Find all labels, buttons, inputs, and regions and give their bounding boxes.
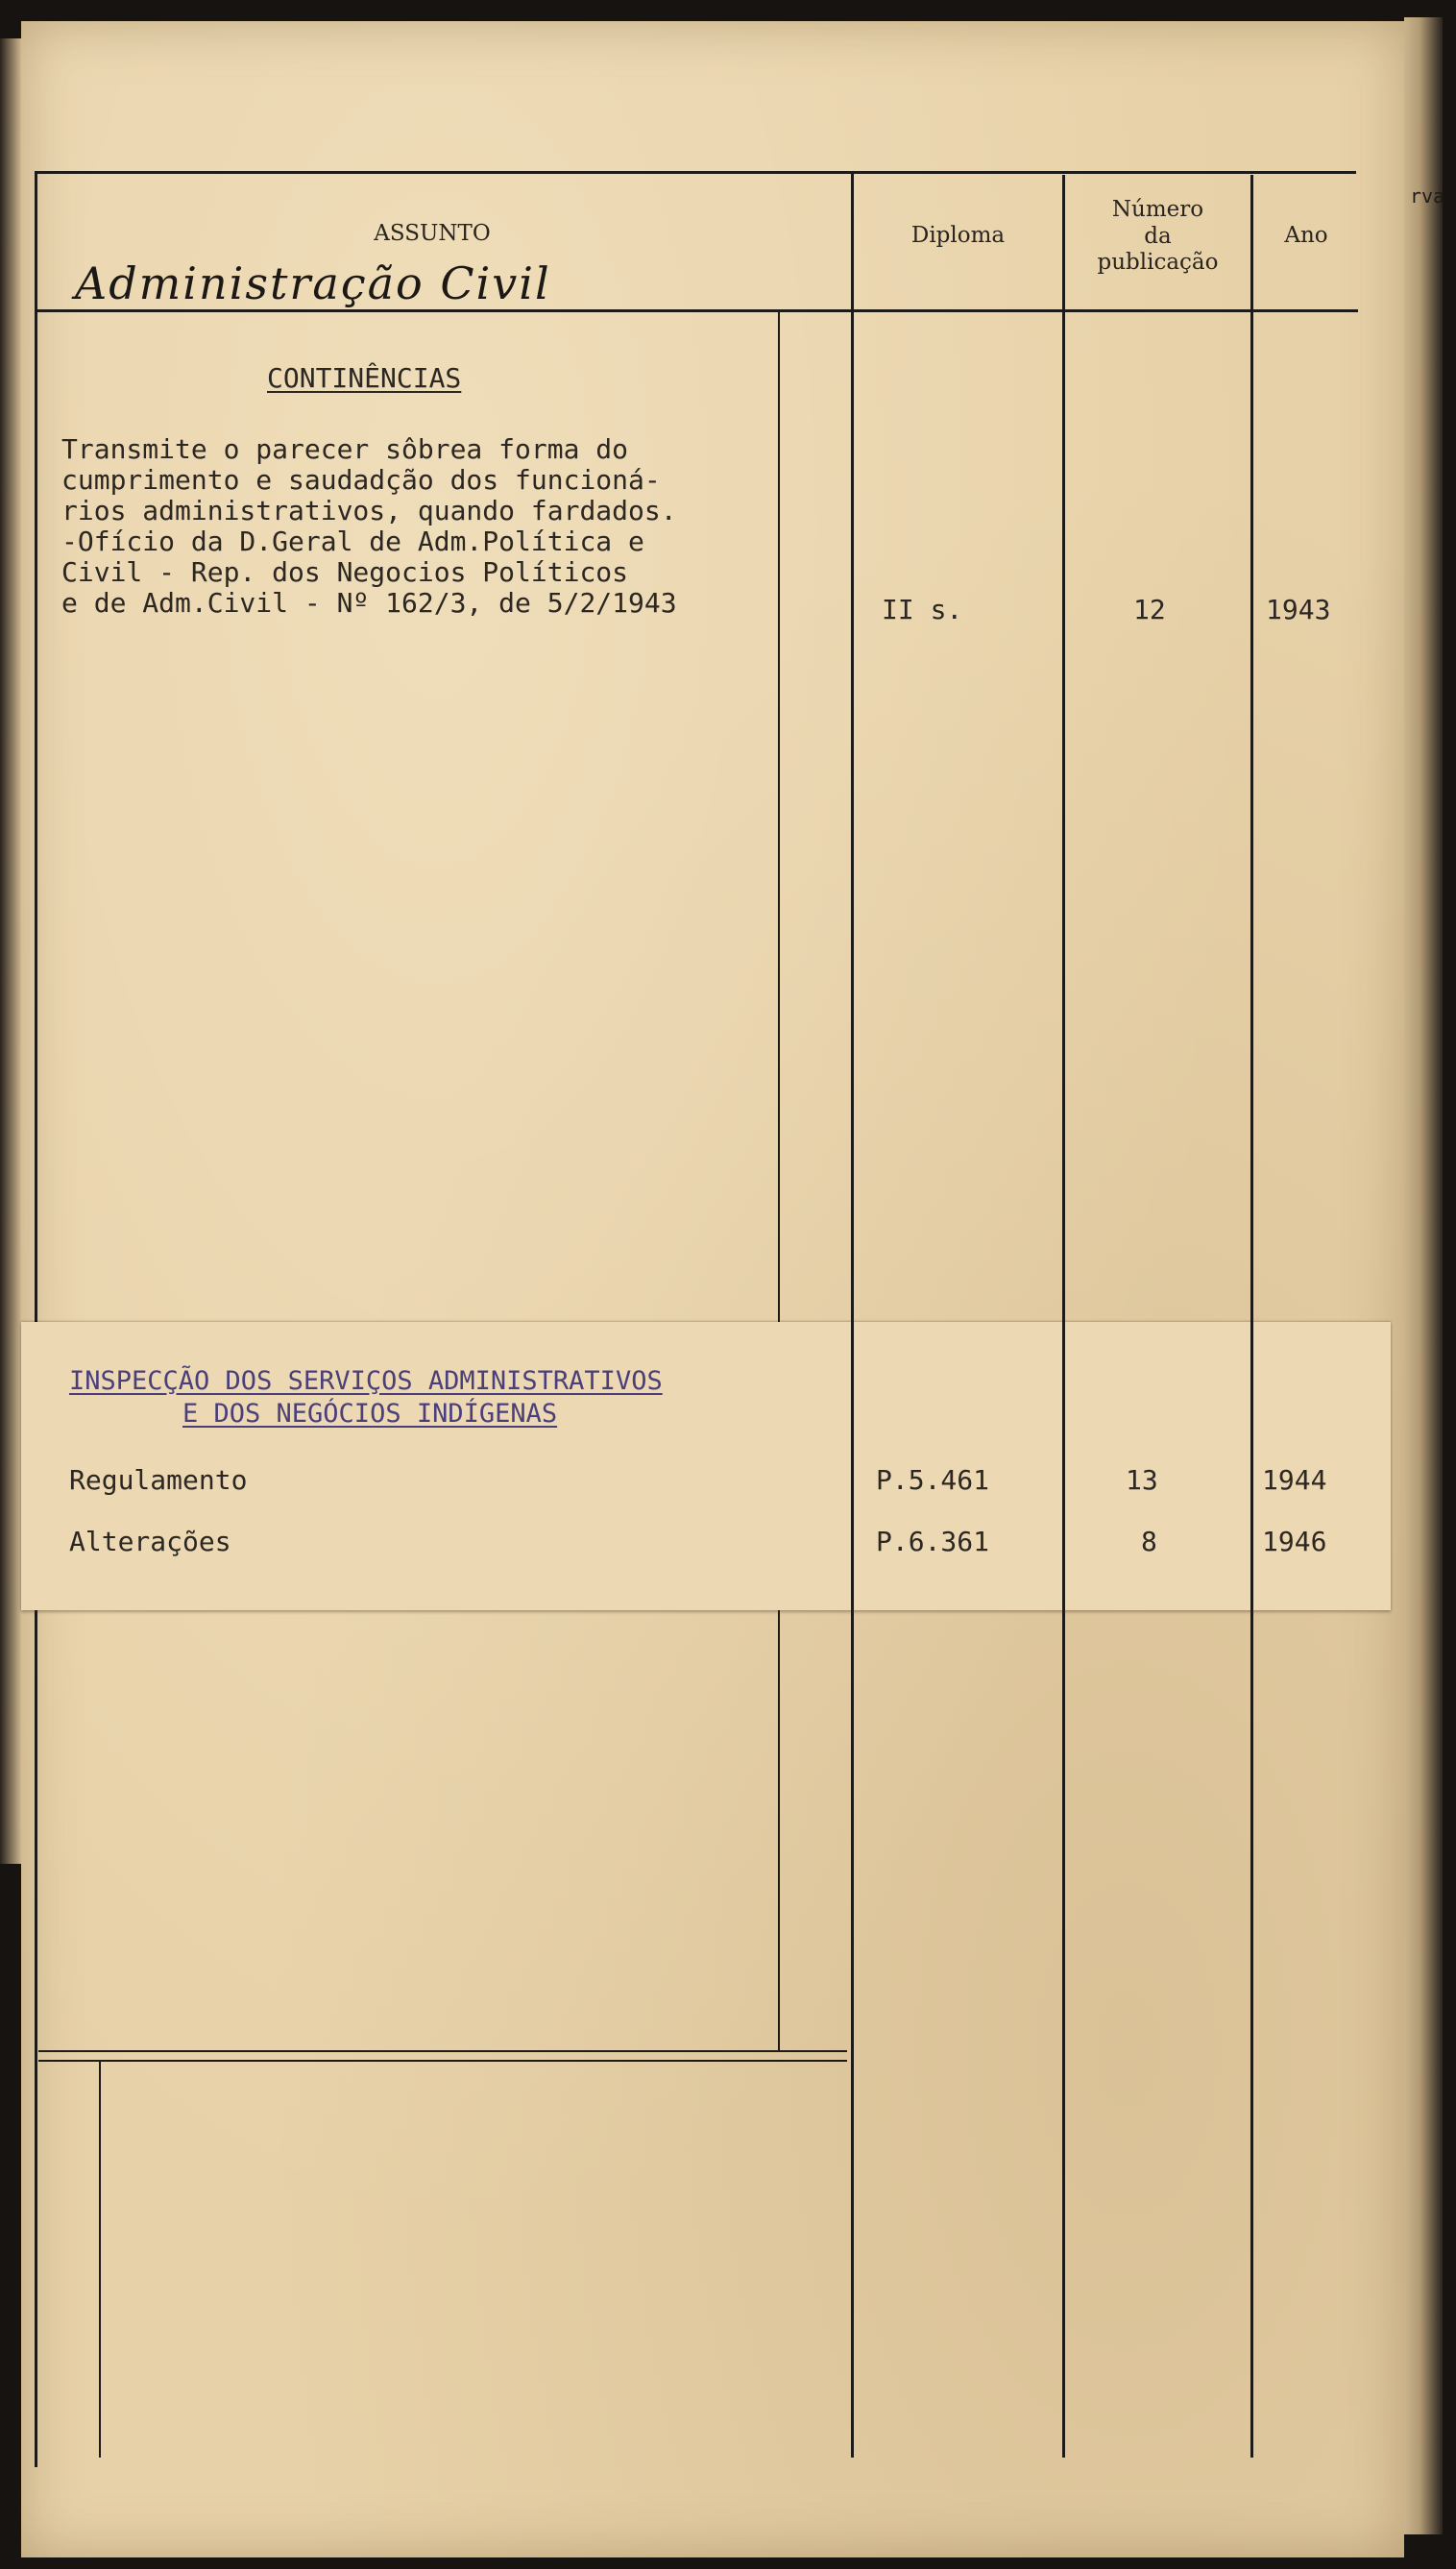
section-inspeccao-title-line2: E DOS NEGÓCIOS INDÍGENAS (182, 1399, 558, 1429)
slip-assunto-diploma-divider (851, 1322, 854, 1610)
row-assunto: Regulamento (69, 1464, 248, 1496)
description-line: cumprimento e saudadção dos funcioná- (61, 464, 661, 496)
lower-double-rule-2 (38, 2060, 847, 2062)
description-line: e de Adm.Civil - Nº 162/3, de 5/2/1943 (61, 587, 677, 619)
handwritten-category-title: Administração Civil (75, 257, 551, 309)
edge-fragment-text: rva (1410, 184, 1445, 208)
left-border-rule (35, 171, 37, 2467)
header-bottom-rule (35, 309, 1358, 312)
slip-numero-ano-divider (1250, 1322, 1253, 1610)
adjacent-page-left-edge (0, 38, 21, 1864)
row-numero: 13 (1126, 1464, 1158, 1496)
numero-ano-divider (1250, 175, 1253, 2458)
lower-left-rule (99, 2062, 101, 2458)
header-ano: Ano (1284, 223, 1328, 248)
diploma-numero-divider (1062, 175, 1065, 2458)
section1-ano: 1943 (1266, 594, 1331, 625)
description-line: Civil - Rep. dos Negocios Políticos (61, 556, 629, 588)
header-diploma: Diploma (910, 223, 1006, 248)
row-diploma: P.6.361 (876, 1526, 990, 1557)
header-top-rule (35, 171, 1356, 174)
lower-double-rule-1 (38, 2050, 847, 2052)
row-ano: 1944 (1262, 1464, 1327, 1496)
description-line: Transmite o parecer sôbrea forma do (61, 433, 629, 465)
section1-numero: 12 (1133, 594, 1166, 625)
row-diploma: P.5.461 (876, 1464, 990, 1496)
section-continencias-title: CONTINÊNCIAS (267, 362, 462, 394)
description-line: -Ofício da D.Geral de Adm.Política e (61, 526, 644, 557)
row-ano: 1946 (1262, 1526, 1327, 1557)
assunto-diploma-divider (851, 171, 854, 2458)
row-assunto: Alterações (69, 1526, 231, 1557)
row-numero: 8 (1141, 1526, 1157, 1557)
section1-diploma: II s. (882, 594, 963, 625)
assunto-inner-rule (778, 312, 780, 2051)
description-line: rios administrativos, quando fardados. (61, 495, 677, 526)
header-numero-publicacao: Número da publicação (1097, 197, 1219, 276)
header-assunto: ASSUNTO (374, 221, 491, 246)
book-edge-right (1404, 17, 1443, 2534)
ledger-page (21, 21, 1404, 2557)
section-inspeccao-title-line1: INSPECÇÃO DOS SERVIÇOS ADMINISTRATIVOS (69, 1366, 663, 1396)
slip-diploma-numero-divider (1062, 1322, 1065, 1610)
